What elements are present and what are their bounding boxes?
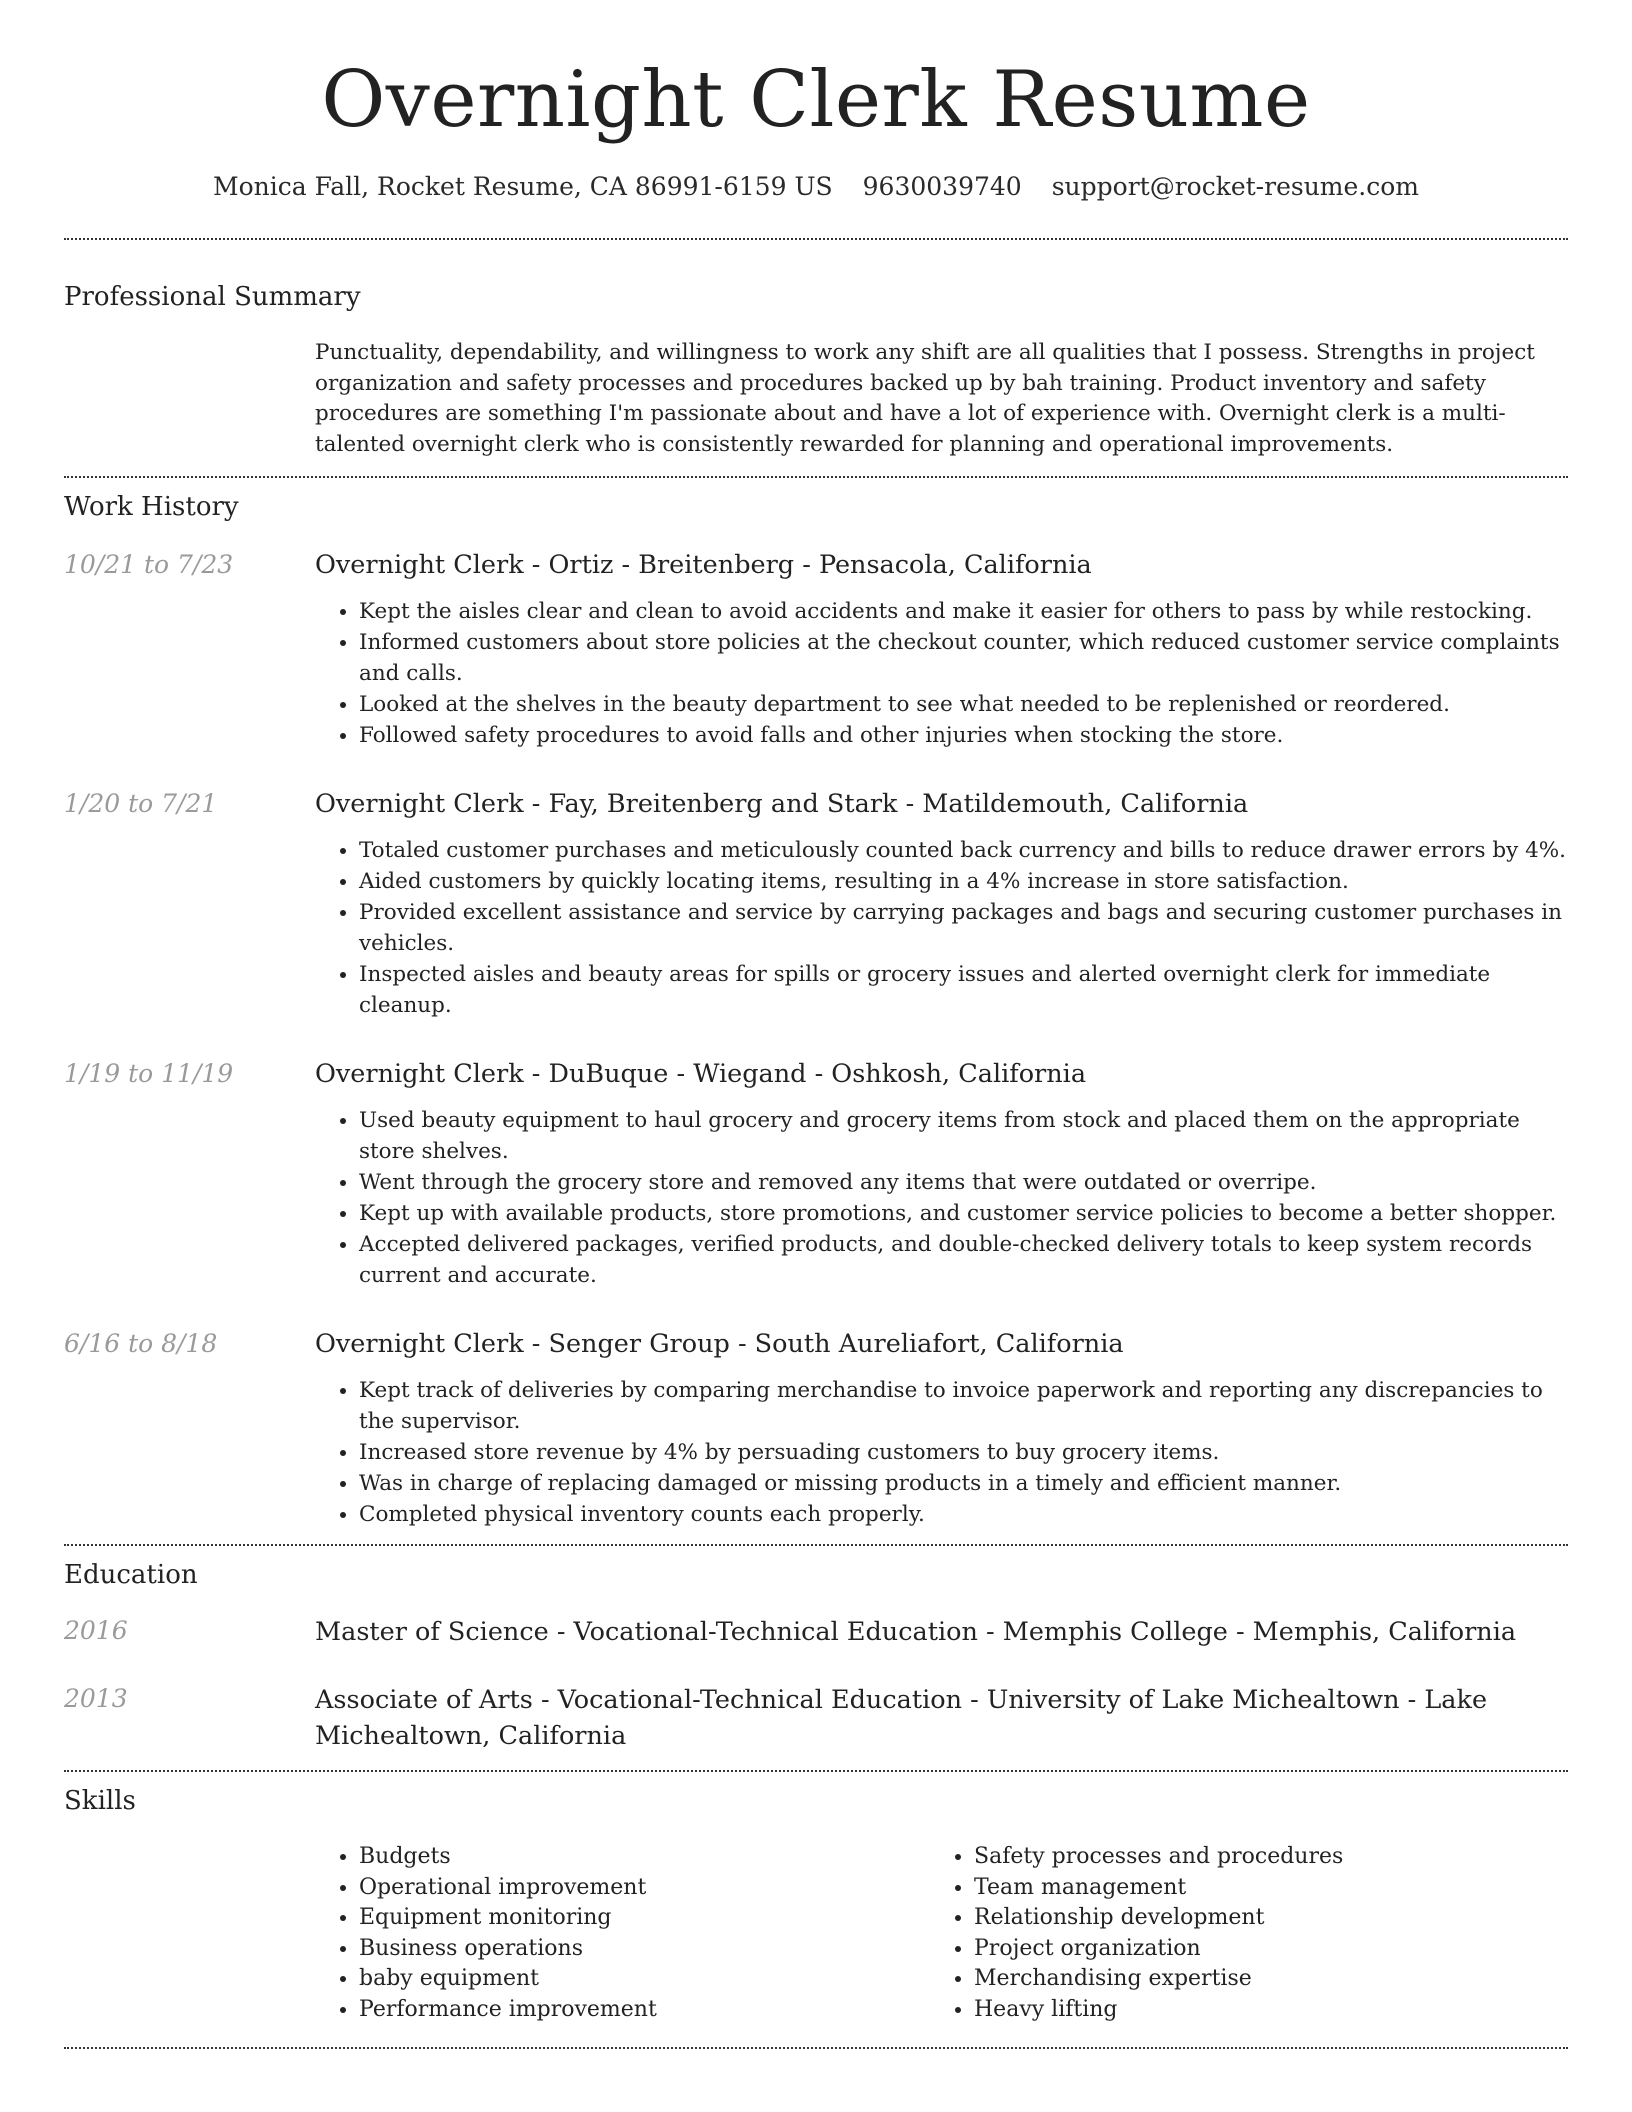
- divider: [64, 2047, 1568, 2049]
- list-item: • Kept up with available products, store promotions, and customer service policies to become a better shopper.: [359, 1198, 1568, 1229]
- list-item: • Heavy lifting: [974, 1995, 1568, 2026]
- list-item: • Used beauty equipment to haul grocery and grocery items from stock and placed them on the appropriate store shelves.: [359, 1105, 1568, 1167]
- contact-address: Monica Fall, Rocket Resume, CA 86991-6159 US: [212, 172, 833, 201]
- education-year: 2016: [64, 1616, 128, 1645]
- job-entry: [64, 787, 1568, 1021]
- job-title: Overnight Clerk - Ortiz - Breitenberg - Pensacola, California: [315, 550, 1092, 580]
- list-item: • Kept track of deliveries by comparing merchandise to invoice paperwork and reporting any discrepancies to the supervisor.: [359, 1375, 1568, 1437]
- divider: [64, 1770, 1568, 1772]
- list-item: • Followed safety procedures to avoid falls and other injuries when stocking the store.: [359, 720, 1568, 751]
- job-dates: 10/21 to 7/23: [64, 550, 234, 579]
- list-item: • Aided customers by quickly locating items, resulting in a 4% increase in store satisfaction.: [359, 866, 1568, 897]
- page-title: Overnight Clerk Resume: [321, 55, 1311, 145]
- education-title: Associate of Arts - Vocational-Technical Education - University of Lake Michealtown - Lake Michealtown, California: [315, 1685, 1488, 1751]
- list-item: • Totaled customer purchases and meticulously counted back currency and bills to reduce drawer errors by 4%.: [359, 835, 1568, 866]
- list-item: • Budgets: [359, 1842, 930, 1873]
- list-item: • Informed customers about store policies at the checkout counter, which reduced customer service complaints and calls.: [359, 627, 1568, 689]
- job-title: Overnight Clerk - Fay, Breitenberg and Stark - Matildemouth, California: [315, 789, 1249, 819]
- skills-list: [315, 1842, 1568, 2025]
- job-entry: [64, 1057, 1568, 1291]
- list-item: • Provided excellent assistance and service by carrying packages and bags and securing customer purchases in vehicles.: [359, 897, 1568, 959]
- education-entry: [64, 1682, 1568, 1754]
- divider: [64, 1544, 1568, 1546]
- skills-spacer: [64, 1842, 315, 2025]
- resume-page: [64, 0, 1568, 2049]
- work-history-heading: Work History: [64, 492, 239, 522]
- list-item: • Was in charge of replacing damaged or missing products in a timely and efficient manner.: [359, 1468, 1568, 1499]
- job-dates: 1/20 to 7/21: [64, 789, 218, 818]
- job-dates: 6/16 to 8/18: [64, 1329, 218, 1358]
- list-item: • Kept the aisles clear and clean to avoid accidents and make it easier for others to pass by while restocking.: [359, 596, 1568, 627]
- list-item: • Inspected aisles and beauty areas for spills or grocery issues and alerted overnight clerk for immediate cleanup.: [359, 959, 1568, 1021]
- list-item: • Completed physical inventory counts each properly.: [359, 1499, 1568, 1530]
- list-item: • Accepted delivered packages, verified products, and double-checked delivery totals to keep system records current and accurate.: [359, 1229, 1568, 1291]
- list-item: • Equipment monitoring: [359, 1903, 930, 1934]
- job-bullets: [315, 596, 1568, 751]
- skills-column-left: [315, 1842, 930, 2025]
- education-heading: Education: [64, 1560, 198, 1590]
- contact-phone: 9630039740: [862, 172, 1022, 201]
- summary-text: Punctuality, dependability, and willingness to work any shift are all qualities that I possess. Strengths in project organization and safety processes and procedures backed up by bah training. Product inventory and safety procedures are something I'm passionate about and have a lot of experience with. Overnight clerk is a multi-talented overnight clerk who is consistently rewarded for planning and operational improvements.: [315, 340, 1535, 457]
- divider: [64, 238, 1568, 240]
- skills-column-right: [930, 1842, 1568, 2025]
- contact-email: support@rocket-resume.com: [1051, 172, 1420, 201]
- list-item: • Operational improvement: [359, 1873, 930, 1904]
- job-bullets: [315, 1375, 1568, 1530]
- summary-spacer: [64, 338, 315, 460]
- job-entry: [64, 548, 1568, 751]
- list-item: • Merchandising expertise: [974, 1964, 1568, 1995]
- job-dates: 1/19 to 11/19: [64, 1059, 234, 1088]
- job-bullets: [315, 835, 1568, 1021]
- list-item: • Safety processes and procedures: [974, 1842, 1568, 1873]
- list-item: • Relationship development: [974, 1903, 1568, 1934]
- job-title: Overnight Clerk - Senger Group - South Aureliafort, California: [315, 1329, 1124, 1359]
- education-entry: [64, 1614, 1568, 1650]
- contact-line: [64, 170, 1568, 204]
- list-item: • Performance improvement: [359, 1995, 930, 2026]
- list-item: • Project organization: [974, 1934, 1568, 1965]
- list-item: • Went through the grocery store and removed any items that were outdated or overripe.: [359, 1167, 1568, 1198]
- education-title: Master of Science - Vocational-Technical Education - Memphis College - Memphis, California: [315, 1617, 1517, 1647]
- summary-heading: Professional Summary: [64, 282, 361, 312]
- education-year: 2013: [64, 1684, 128, 1713]
- job-title: Overnight Clerk - DuBuque - Wiegand - Oshkosh, California: [315, 1059, 1087, 1089]
- list-item: • Increased store revenue by 4% by persuading customers to buy grocery items.: [359, 1437, 1568, 1468]
- job-entry: [64, 1327, 1568, 1530]
- list-item: • Looked at the shelves in the beauty department to see what needed to be replenished or reordered.: [359, 689, 1568, 720]
- divider: [64, 476, 1568, 478]
- job-bullets: [315, 1105, 1568, 1291]
- list-item: • baby equipment: [359, 1964, 930, 1995]
- skills-heading: Skills: [64, 1786, 136, 1816]
- list-item: • Business operations: [359, 1934, 930, 1965]
- list-item: • Team management: [974, 1873, 1568, 1904]
